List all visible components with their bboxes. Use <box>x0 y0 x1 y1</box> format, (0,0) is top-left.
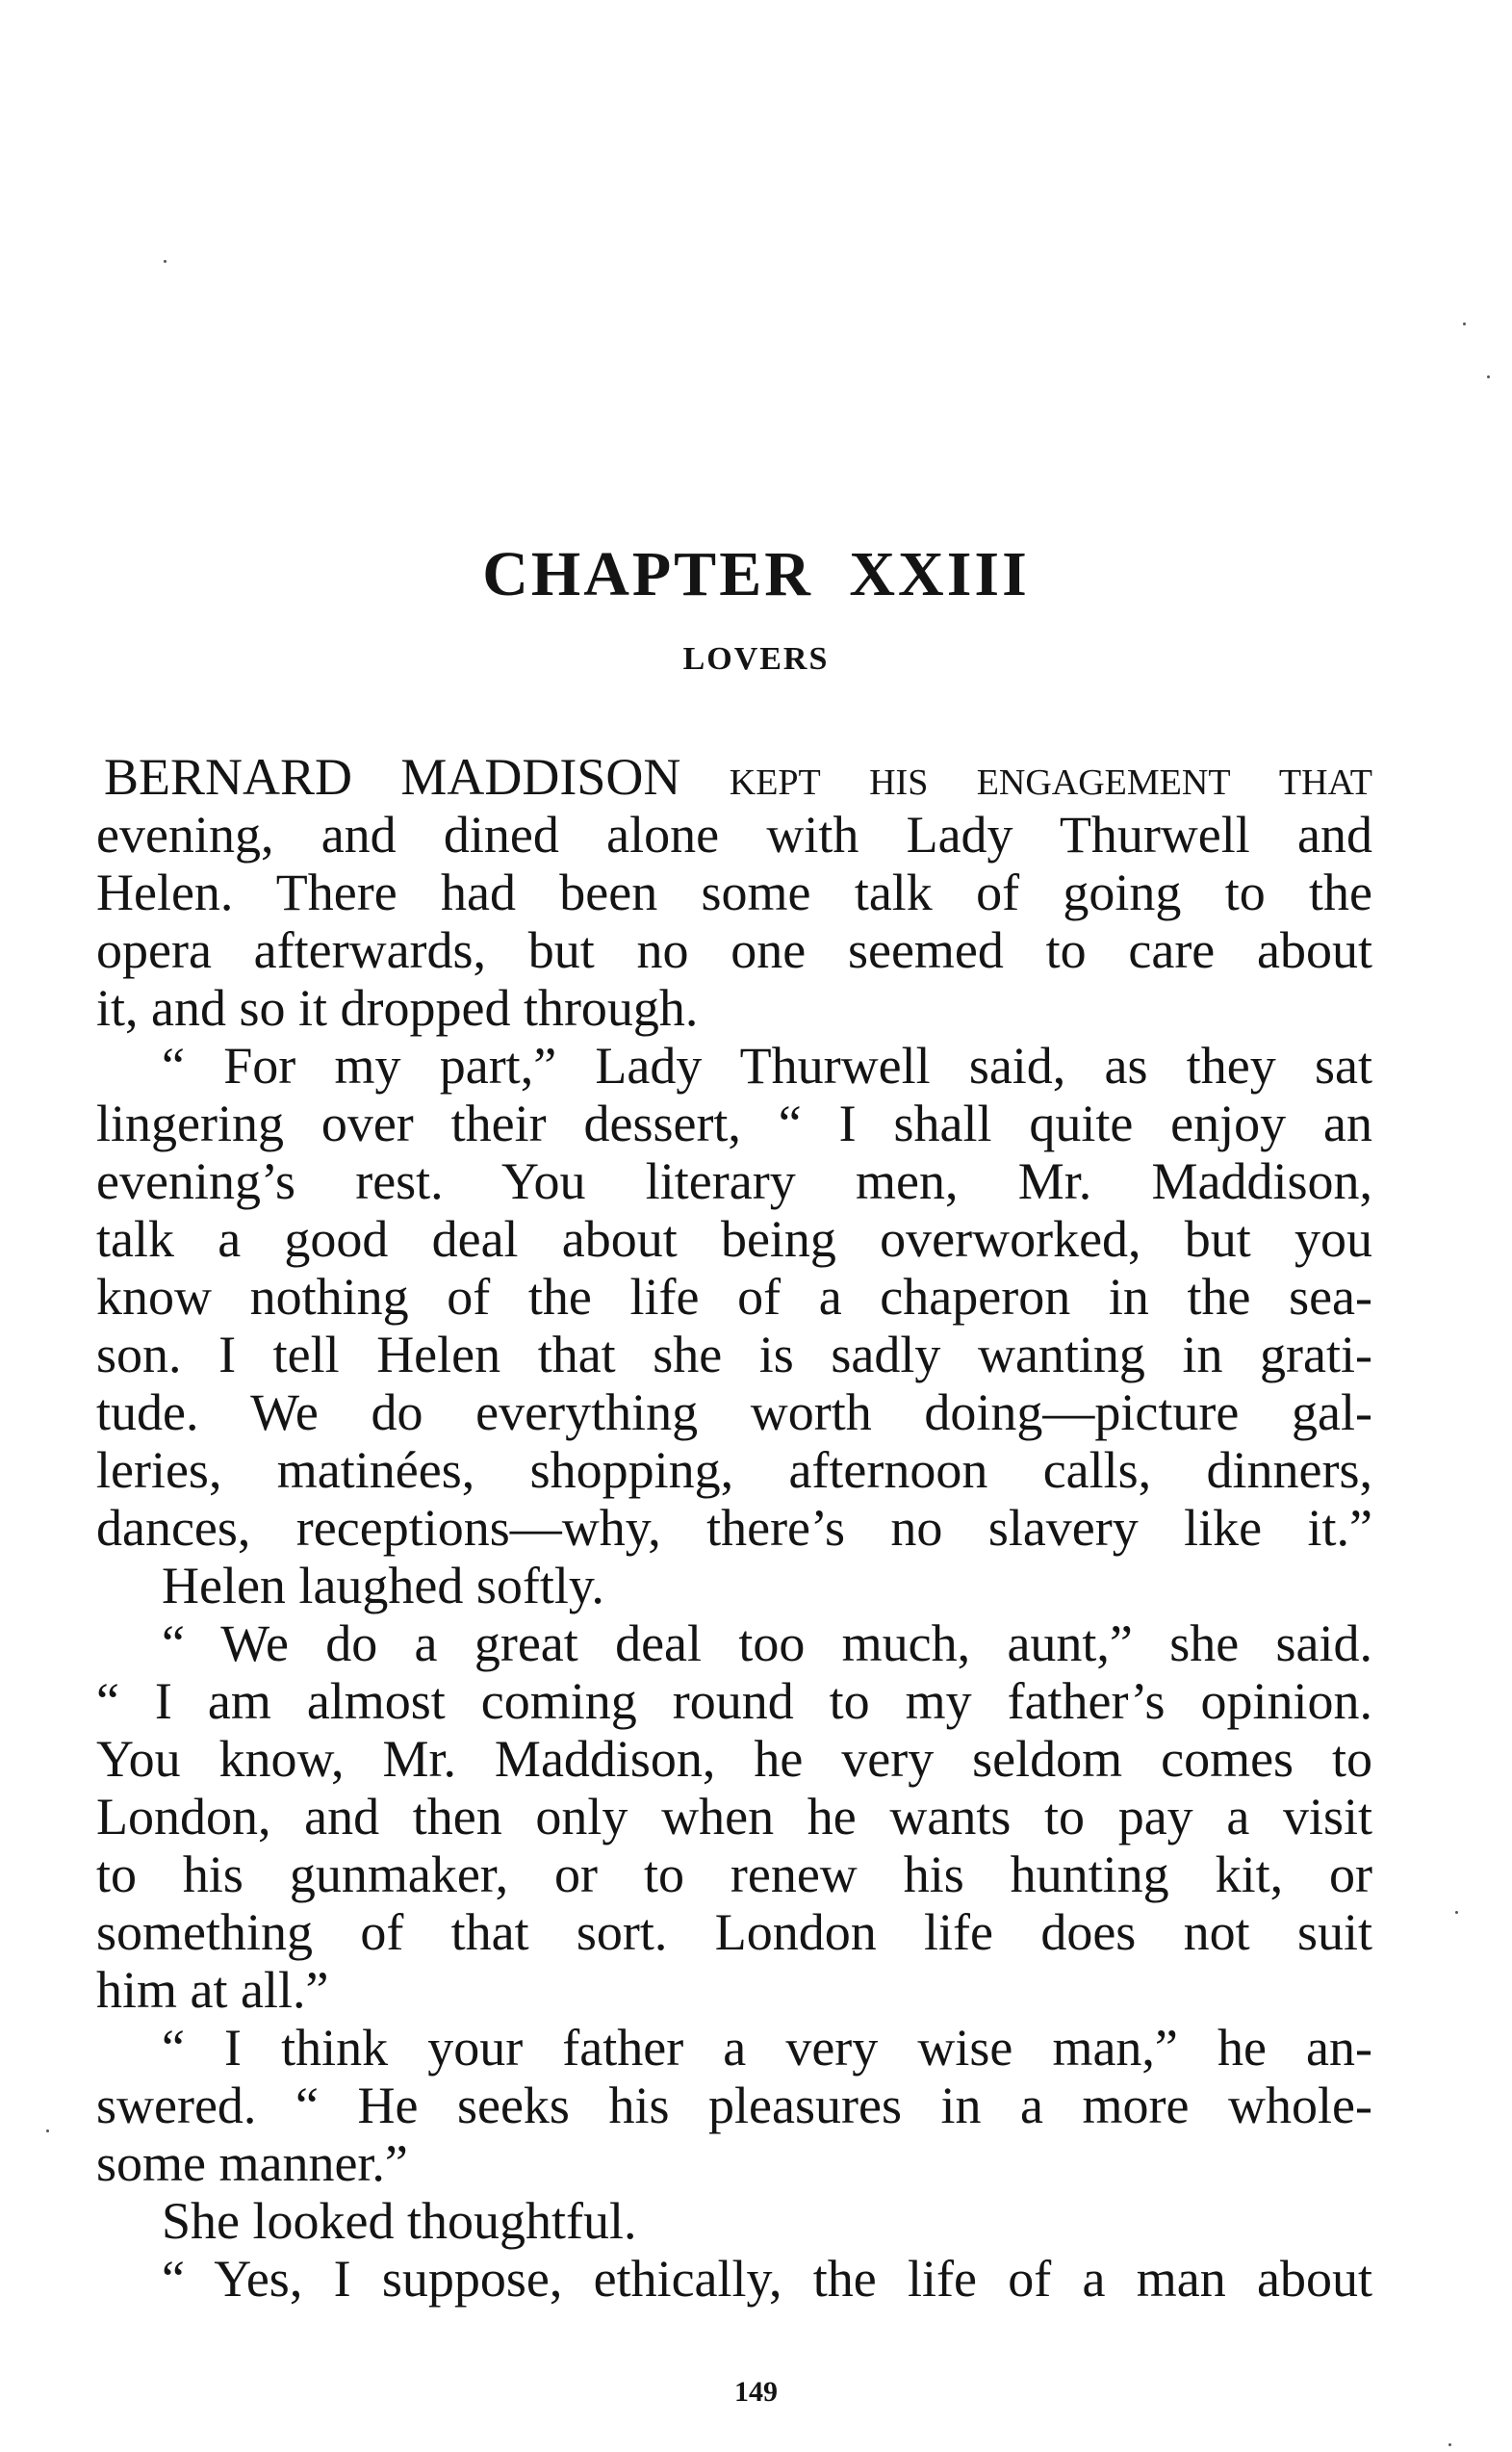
text-line: leries, matinées, shopping, afternoon calls, dinners, <box>96 1441 1372 1499</box>
text-line: tude. We do everything worth doing—picture gal- <box>96 1383 1372 1441</box>
scan-speck <box>1487 375 1490 378</box>
text-line: son. I tell Helen that she is sadly wanting in grati- <box>96 1326 1372 1383</box>
scan-speck <box>46 2129 49 2132</box>
text-line: to his gunmaker, or to renew his hunting kit, or <box>96 1845 1372 1903</box>
chapter-subtitle: LOVERS <box>682 641 830 677</box>
text-line: opera afterwards, but no one seemed to care about <box>96 921 1372 979</box>
text-line: evening’s rest. You literary men, Mr. Maddison, <box>96 1152 1372 1210</box>
text-line: him at all.” <box>96 1961 329 2019</box>
text-line: “ We do a great deal too much, aunt,” she said. <box>162 1614 1372 1672</box>
text-line: some manner.” <box>96 2134 408 2192</box>
text-line: evening, and dined alone with Lady Thurwell and <box>96 806 1372 864</box>
chapter-title: CHAPTER XXIII <box>482 539 1030 610</box>
text-line: Helen. There had been some talk of going to the <box>96 864 1372 921</box>
scan-speck <box>1448 2443 1451 2446</box>
text-line: dances, receptions—why, there’s no slavery like it.” <box>96 1499 1372 1557</box>
scan-speck <box>1463 323 1466 325</box>
text-line: something of that sort. London life does not suit <box>96 1903 1372 1961</box>
text-line: lingering over their dessert, “ I shall quite enjoy an <box>96 1095 1372 1152</box>
text-line: Helen laughed softly. <box>162 1557 604 1614</box>
text-line: talk a good deal about being overworked, but you <box>96 1210 1372 1268</box>
text-line: swered. “ He seeks his pleasures in a more whole- <box>96 2077 1372 2134</box>
text-line: London, and then only when he wants to pay a visit <box>96 1788 1372 1845</box>
text-line: “ I am almost coming round to my father’s opinion. <box>96 1672 1372 1730</box>
text-line: know nothing of the life of a chaperon in the sea- <box>96 1268 1372 1326</box>
text-line: You know, Mr. Maddison, he very seldom comes to <box>96 1730 1372 1788</box>
page-number: 149 <box>734 2376 778 2408</box>
scan-speck <box>164 260 167 263</box>
text-line <box>104 747 1372 807</box>
scan-speck <box>1455 1911 1458 1914</box>
text-line: “ Yes, I suppose, ethically, the life of a man about <box>162 2250 1372 2308</box>
text-line: it, and so it dropped through. <box>96 979 699 1037</box>
text-line: “ For my part,” Lady Thurwell said, as they sat <box>162 1037 1372 1095</box>
text-line-content: BERNARD MADDISON kept his engagement that <box>104 748 1372 806</box>
text-line: “ I think your father a very wise man,” he an- <box>162 2019 1372 2077</box>
text-line: She looked thoughtful. <box>162 2192 637 2250</box>
